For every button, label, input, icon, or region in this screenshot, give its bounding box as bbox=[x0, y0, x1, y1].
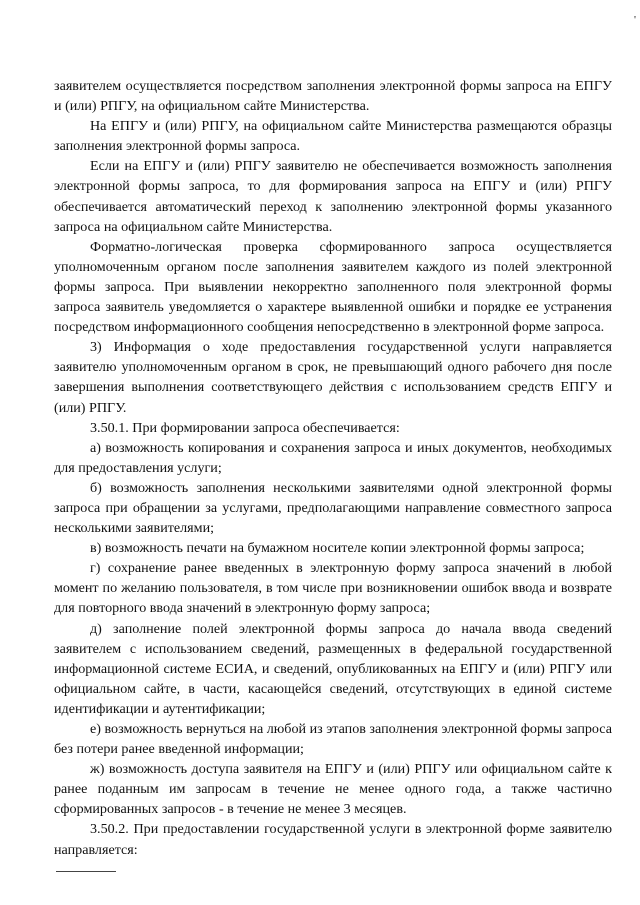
list-item-v: в) возможность печати на бумажном носителе копии электронной формы запроса; bbox=[90, 540, 585, 557]
paragraph-samples: На ЕПГУ и (или) РПГУ, на официальном сайте Министерства размещаются образцы заполнения электронной формы запроса. bbox=[54, 118, 612, 155]
list-item-g: г) сохранение ранее введенных в электронную форму запроса значений в любой момент по желанию пользователя, в том числе при возникновении ошибок ввода и возврате для повторного ввода значений в электронную форму запроса; bbox=[54, 560, 612, 617]
list-item-e: е) возможность вернуться на любой из этапов заполнения электронной формы запроса без потери ранее введенной информации; bbox=[54, 721, 612, 758]
section-3-50-1-heading: 3.50.1. При формировании запроса обеспечивается: bbox=[90, 419, 400, 436]
list-item-zh: ж) возможность доступа заявителя на ЕПГУ и (или) РПГУ или официальном сайте к ранее поданным им запросам в течение не менее одного года, а также частично сформированных запросов - в течение не менее 3 месяцев. bbox=[54, 761, 612, 818]
list-item-a: а) возможность копирования и сохранения запроса и иных документов, необходимых для предоставления услуги; bbox=[54, 439, 612, 476]
paragraph-progress-info: 3) Информация о ходе предоставления государственной услуги направляется заявителю уполномоченным органом в срок, не превышающий одного рабочего дня после завершения выполнения соответствующего действия с использованием средств ЕПГУ и (или) РПГУ. bbox=[54, 339, 612, 416]
section-3-50-2-heading: 3.50.2. При предоставлении государственной услуги в электронной форме заявителю направляется: bbox=[54, 821, 612, 858]
list-item-d: д) заполнение полей электронной формы запроса до начала ввода сведений заявителем с использованием сведений, размещенных в федеральной государственной информационной системе ЕСИА, и сведений, опубликованных на ЕПГУ и (или) РПГУ или официальном сайте, в части, касающейся сведений, отсутствующих в единой системе идентификации и аутентификации; bbox=[54, 620, 612, 717]
paragraph-auto-redirect: Если на ЕПГУ и (или) РПГУ заявителю не обеспечивается возможность заполнения электронной формы запроса, то для формирования запроса на ЕПГУ и (или) РПГУ обеспечивается автоматический переход к заполнению электронной формы указанного запроса на официальном сайте Министерства. bbox=[54, 158, 612, 235]
list-item-b: б) возможность заполнения несколькими заявителями одной электронной формы запроса при обращении за услугами, предполагающими направление совместного запроса несколькими заявителями; bbox=[54, 479, 612, 537]
paragraph-continuation: заявителем осуществляется посредством заполнения электронной формы запроса на ЕПГУ и (или) РПГУ, на официальном сайте Министерства. bbox=[54, 78, 612, 115]
footnote-divider bbox=[56, 871, 116, 872]
document-page bbox=[54, 76, 612, 860]
paragraph-format-check: Форматно-логическая проверка сформированного запроса осуществляется уполномоченным органом после заполнения заявителем каждого из полей электронной формы запроса. При выявлении некорректно заполненного поля электронной формы запроса заявитель уведомляется о характере выявленной ошибки и порядке ее устранения посредством информационного сообщения непосредственно в электронной форме запроса. bbox=[54, 238, 612, 336]
corner-mark: ' bbox=[634, 14, 636, 26]
